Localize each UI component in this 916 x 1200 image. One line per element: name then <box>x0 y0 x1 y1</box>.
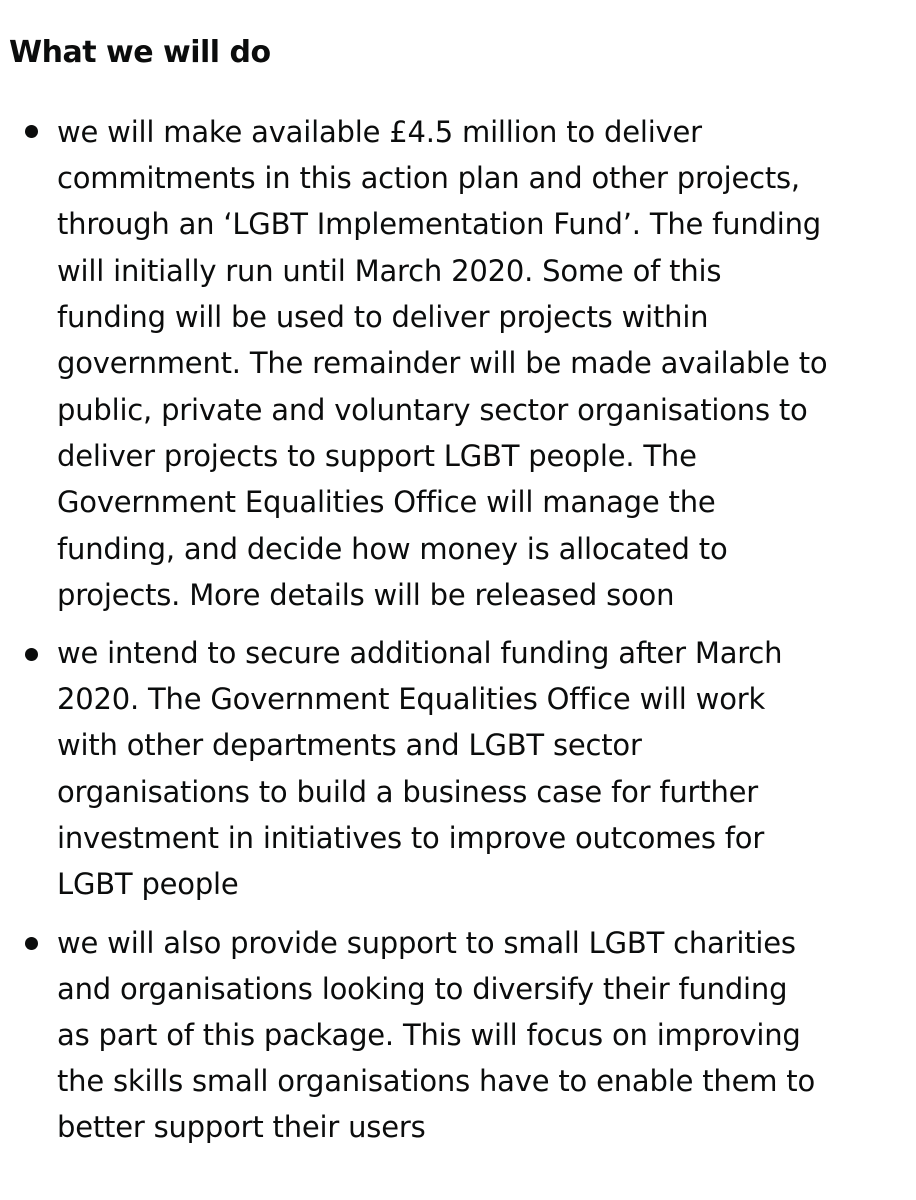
text-line: and organisations looking to diversify their funding <box>57 972 788 1006</box>
bullet-dot-icon <box>25 937 38 950</box>
text-line: projects. More details will be released soon <box>57 578 675 612</box>
text-line: will initially run until March 2020. Some of this <box>57 254 722 288</box>
text-line: as part of this package. This will focus on improving <box>57 1018 801 1052</box>
text-line: LGBT people <box>57 867 239 901</box>
text-line: through an ‘LGBT Implementation Fund’. The funding <box>57 207 821 241</box>
text-line: organisations to build a business case for further <box>57 775 758 809</box>
section-heading: What we will do <box>9 35 271 70</box>
text-line: we will also provide support to small LGBT charities <box>57 926 796 960</box>
text-line: government. The remainder will be made available to <box>57 346 828 380</box>
text-line: commitments in this action plan and other projects, <box>57 161 800 195</box>
text-line: deliver projects to support LGBT people. The <box>57 439 697 473</box>
text-line: 2020. The Government Equalities Office will work <box>57 682 766 716</box>
text-line: investment in initiatives to improve outcomes for <box>57 821 765 855</box>
bullet-dot-icon <box>25 648 38 661</box>
text-line: we will make available £4.5 million to deliver <box>57 115 702 149</box>
text-line: the skills small organisations have to enable them to <box>57 1064 815 1098</box>
text-line: with other departments and LGBT sector <box>57 728 642 762</box>
text-line: public, private and voluntary sector organisations to <box>57 393 808 427</box>
text-line: funding will be used to deliver projects within <box>57 300 709 334</box>
text-line: better support their users <box>57 1110 426 1144</box>
text-line: Government Equalities Office will manage the <box>57 485 716 519</box>
text-line: we intend to secure additional funding after March <box>57 636 783 670</box>
bullet-dot-icon <box>25 125 38 138</box>
text-line: funding, and decide how money is allocated to <box>57 532 728 566</box>
